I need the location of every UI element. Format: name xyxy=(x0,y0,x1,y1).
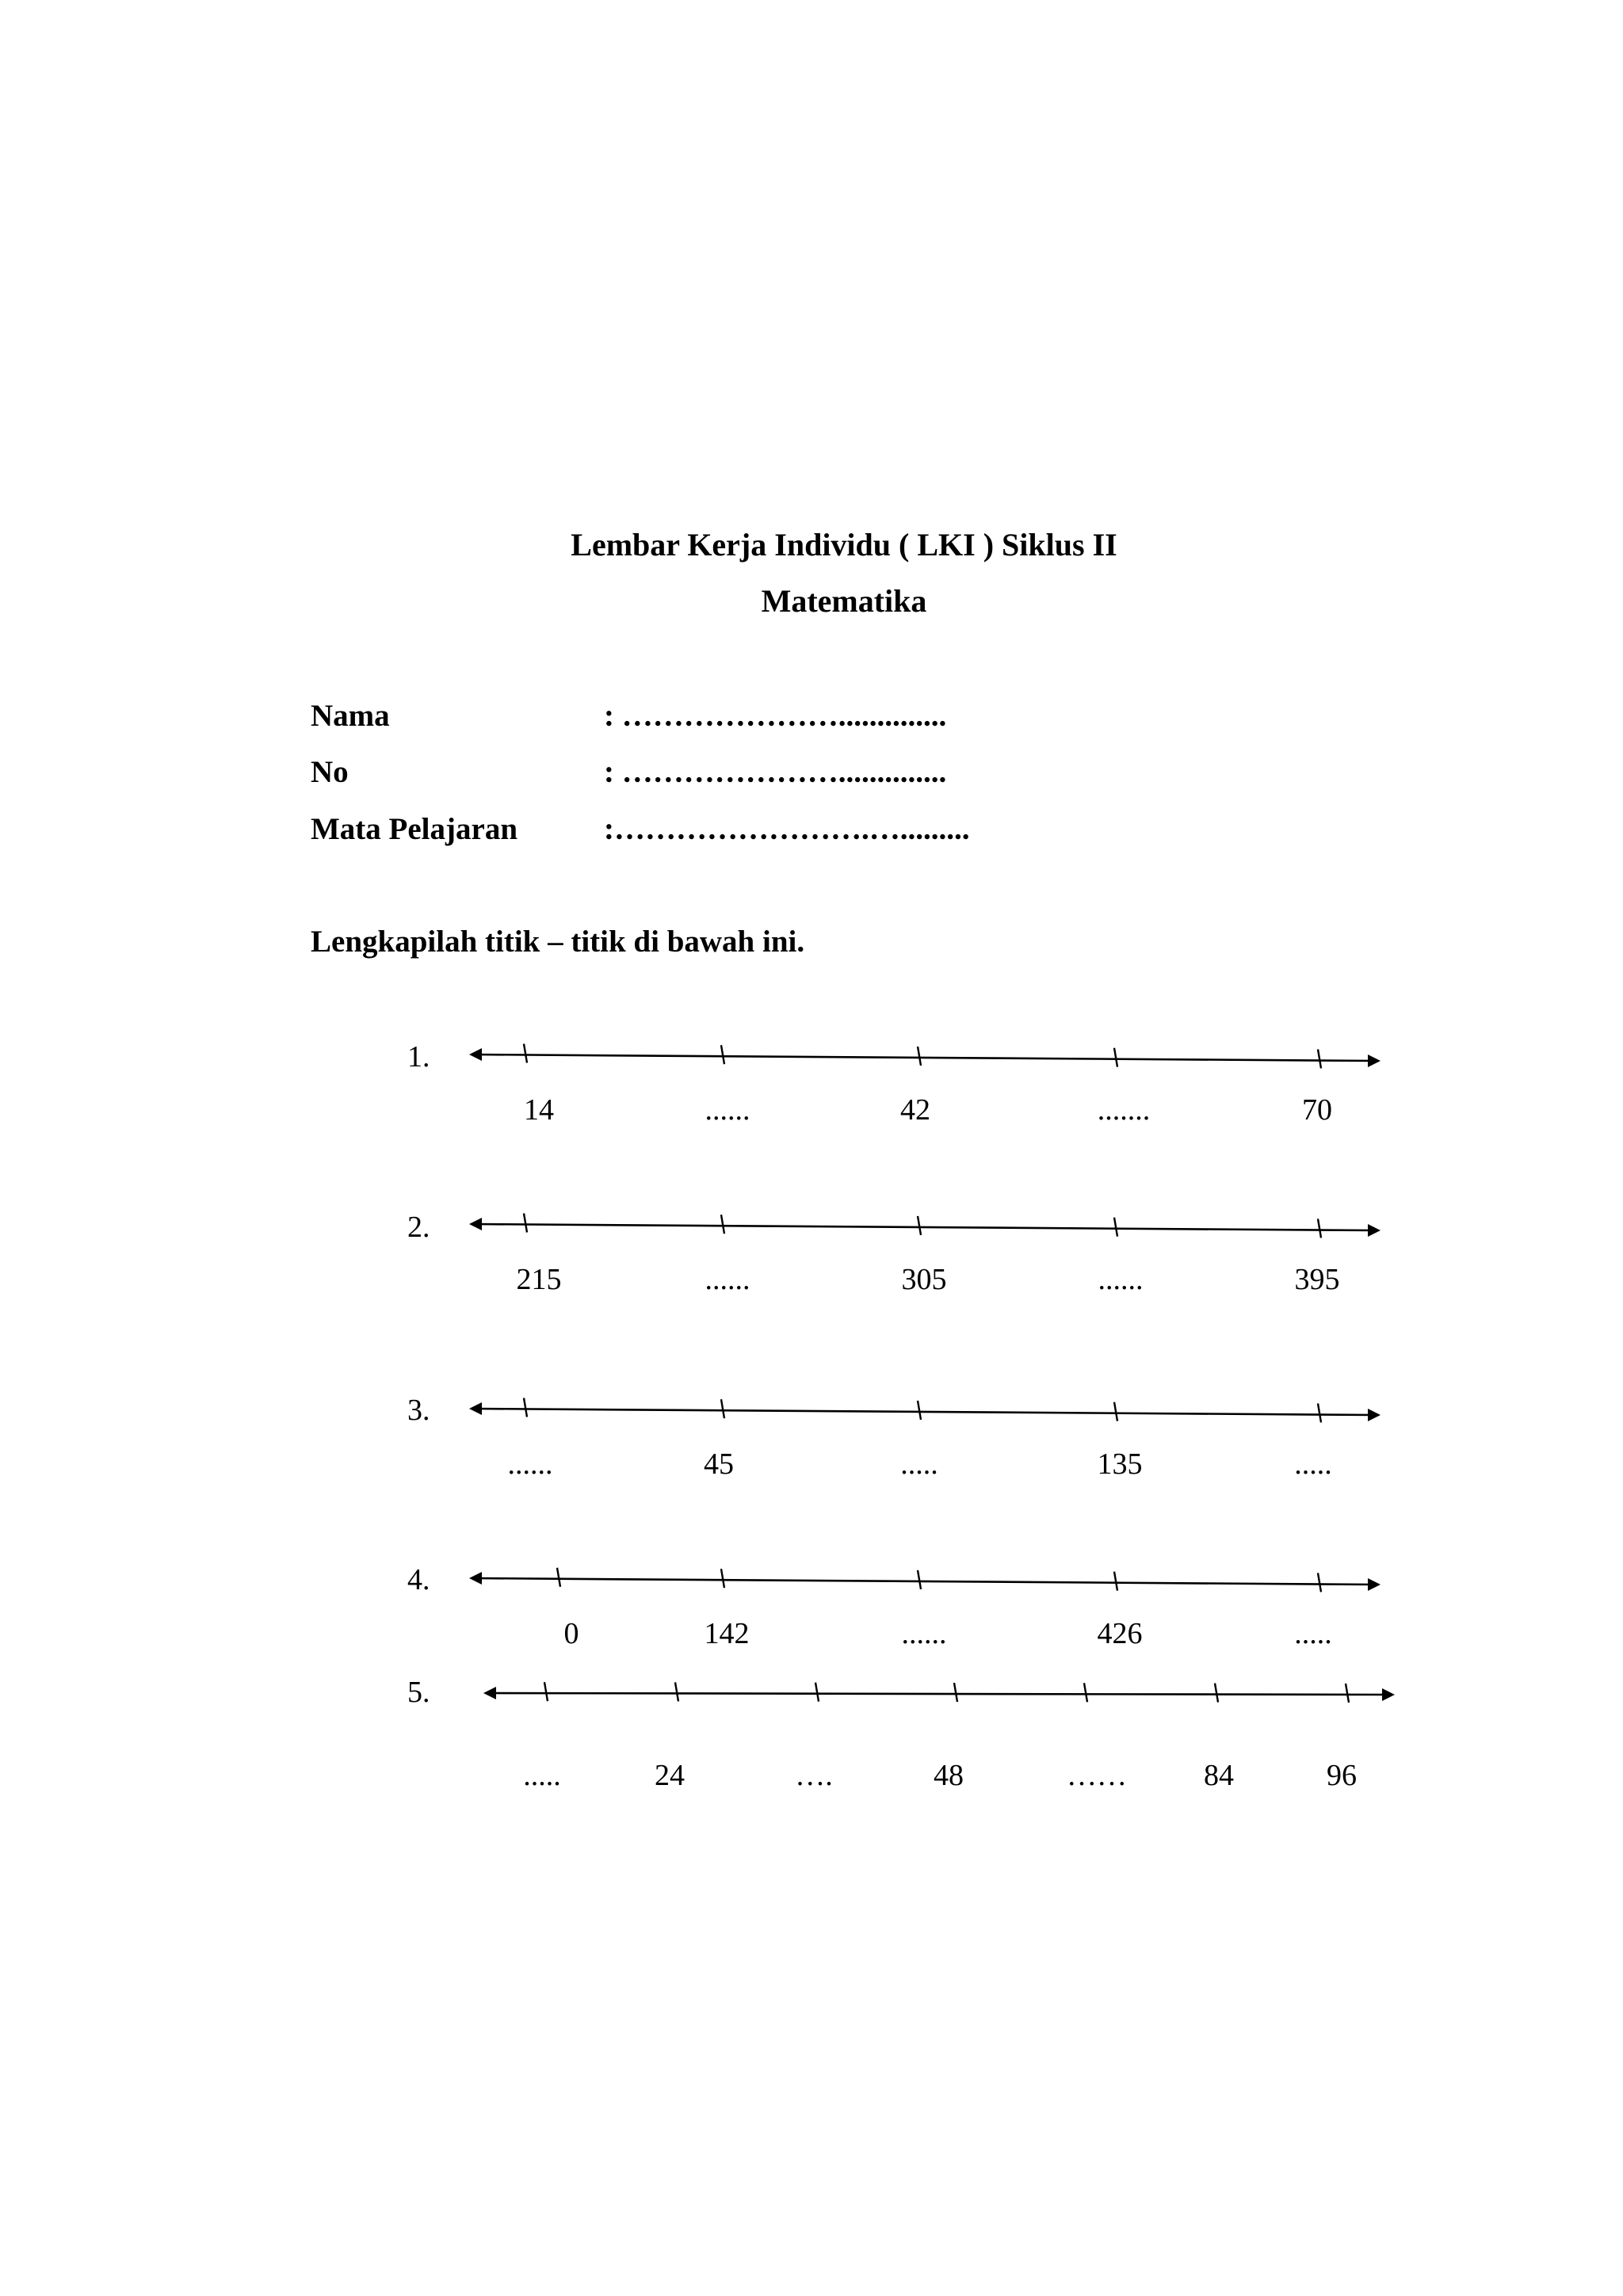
tick-mark xyxy=(1114,1402,1117,1421)
problem-number-1: 1. xyxy=(407,1040,430,1074)
tick-mark xyxy=(524,1043,527,1062)
problem-number-3: 3. xyxy=(407,1394,430,1427)
tick-label: ...... xyxy=(1098,1263,1144,1296)
arrow-left-icon xyxy=(469,1402,482,1415)
tick-mark xyxy=(1318,1049,1321,1068)
tick-label: …. xyxy=(795,1759,833,1792)
tick-label: 426 xyxy=(1097,1617,1143,1650)
arrow-left-icon xyxy=(469,1218,482,1230)
tick-mark xyxy=(524,1213,527,1232)
tick-label: ...... xyxy=(901,1617,947,1650)
tick-mark xyxy=(721,1569,724,1588)
problem-number-5: 5. xyxy=(407,1676,430,1709)
tick-mark xyxy=(918,1570,921,1589)
tick-label: 305 xyxy=(901,1263,947,1296)
tick-label: 142 xyxy=(704,1617,750,1650)
worksheet-title: Lembar Kerja Individu ( LKI ) Siklus II xyxy=(571,527,1117,563)
tick-mark xyxy=(1114,1572,1117,1591)
tick-label: 45 xyxy=(704,1447,734,1481)
arrow-right-icon xyxy=(1368,1409,1381,1421)
tick-label: ..... xyxy=(523,1759,561,1792)
arrow-right-icon xyxy=(1368,1224,1381,1237)
tick-label: 42 xyxy=(900,1093,930,1127)
tick-label: …… xyxy=(1067,1759,1127,1792)
tick-mark xyxy=(1114,1048,1117,1067)
problem-number-4: 4. xyxy=(407,1563,430,1596)
number-line-1 xyxy=(469,1043,1381,1127)
number-line-5 xyxy=(483,1682,1395,1792)
arrow-right-icon xyxy=(1368,1055,1381,1067)
tick-label: ...... xyxy=(507,1447,553,1481)
tick-mark xyxy=(721,1215,724,1234)
tick-label: 215 xyxy=(516,1263,562,1296)
number-line-axis xyxy=(474,1578,1376,1585)
field-label-mata-pelajaran: Mata Pelajaran xyxy=(311,812,518,846)
tick-mark xyxy=(1318,1573,1321,1592)
tick-label: 395 xyxy=(1294,1263,1340,1296)
worksheet-subject: Matematika xyxy=(761,583,927,619)
tick-label: 84 xyxy=(1204,1759,1234,1792)
tick-mark xyxy=(675,1682,678,1701)
number-line-axis xyxy=(474,1409,1376,1415)
tick-label: ..... xyxy=(1294,1447,1332,1481)
tick-mark xyxy=(918,1401,921,1420)
tick-mark xyxy=(1346,1684,1349,1703)
tick-label: ...... xyxy=(705,1263,750,1296)
number-line-2 xyxy=(469,1213,1381,1296)
number-line-axis xyxy=(474,1055,1376,1061)
tick-mark xyxy=(524,1398,527,1417)
tick-mark xyxy=(1215,1684,1218,1703)
tick-mark xyxy=(1084,1683,1087,1702)
tick-label: 135 xyxy=(1097,1447,1143,1481)
arrow-right-icon xyxy=(1382,1688,1395,1701)
tick-mark xyxy=(721,1399,724,1418)
instruction-text: Lengkapilah titik – titik di bawah ini. xyxy=(311,925,805,959)
field-label-nama: Nama xyxy=(311,699,390,733)
arrow-left-icon xyxy=(483,1687,496,1699)
tick-label: ....... xyxy=(1097,1093,1151,1127)
number-line-axis xyxy=(474,1224,1376,1230)
problem-number-2: 2. xyxy=(407,1211,430,1244)
tick-label: 96 xyxy=(1327,1759,1357,1792)
tick-label: 48 xyxy=(934,1759,964,1792)
tick-mark xyxy=(918,1047,921,1066)
number-line-3 xyxy=(469,1398,1381,1481)
field-label-no: No xyxy=(311,755,349,789)
number-line-4 xyxy=(469,1568,1381,1650)
tick-label: 0 xyxy=(563,1617,579,1650)
tick-mark xyxy=(918,1216,921,1235)
tick-label: 24 xyxy=(655,1759,685,1792)
tick-mark xyxy=(815,1683,819,1702)
tick-mark xyxy=(557,1568,560,1587)
tick-label: 70 xyxy=(1302,1093,1332,1127)
tick-mark xyxy=(954,1683,957,1702)
tick-label: ..... xyxy=(1294,1617,1332,1650)
tick-mark xyxy=(1114,1218,1117,1237)
arrow-left-icon xyxy=(469,1572,482,1585)
arrow-right-icon xyxy=(1368,1578,1381,1591)
tick-mark xyxy=(1318,1403,1321,1422)
arrow-left-icon xyxy=(469,1048,482,1061)
tick-mark xyxy=(721,1045,724,1064)
field-blank-no: : ………………….............. xyxy=(604,755,947,789)
tick-label: 14 xyxy=(524,1093,554,1127)
tick-mark xyxy=(1318,1219,1321,1238)
field-blank-mata-pelajaran: :…………………….…......... xyxy=(604,812,970,846)
tick-label: ..... xyxy=(900,1447,938,1481)
field-blank-nama: : ………………….............. xyxy=(604,699,947,733)
number-line-axis xyxy=(488,1693,1390,1695)
tick-label: ...... xyxy=(705,1093,750,1127)
tick-mark xyxy=(544,1682,548,1701)
